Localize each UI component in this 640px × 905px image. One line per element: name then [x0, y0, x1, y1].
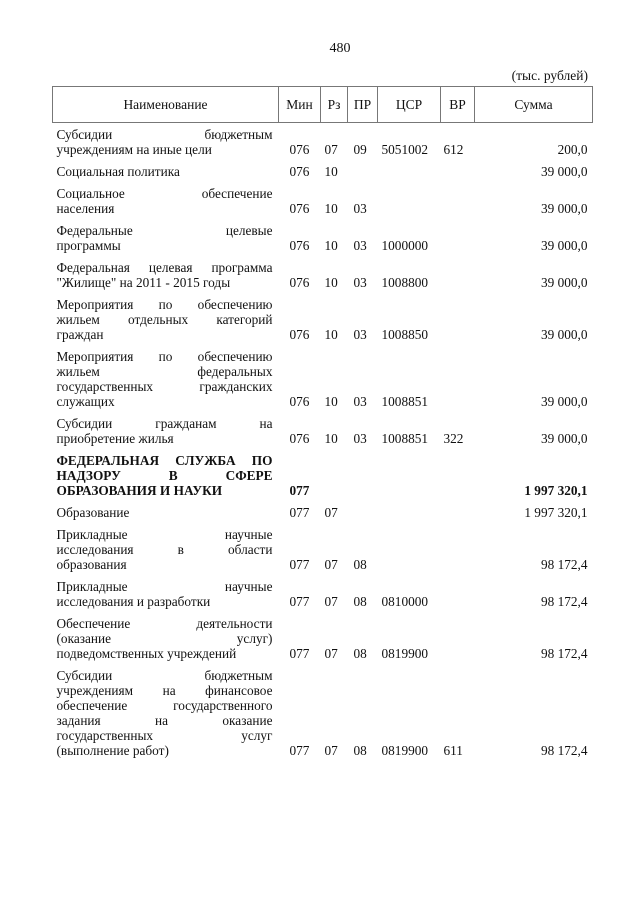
page-number: 480	[329, 41, 351, 56]
cell-sum: 98 172,4	[540, 557, 588, 572]
cell-pr: 08	[353, 743, 367, 758]
table-body	[53, 123, 593, 761]
cell-sum: 98 172,4	[540, 743, 588, 758]
cell-vr: 611	[443, 743, 463, 758]
cell-name-line: государственных услуг	[56, 728, 273, 743]
cell-csr: 0810000	[381, 594, 429, 609]
cell-csr	[378, 500, 441, 522]
cell-name-line: Социальное обеспечение	[56, 186, 273, 201]
cell-rz: 10	[324, 327, 338, 342]
cell-name	[53, 411, 279, 448]
table-row	[53, 448, 593, 500]
cell-pr: 08	[353, 594, 367, 609]
cell-pr: 03	[353, 201, 367, 216]
cell-name-line: "Жилище" на 2011 - 2015 годы	[56, 275, 231, 290]
cell-name-line: Социальная политика	[56, 164, 180, 179]
cell-csr	[378, 448, 441, 500]
cell-sum: 1 997 320,1	[524, 505, 588, 520]
cell-name-line: (оказание услуг)	[56, 631, 273, 646]
cell-csr: 1008800	[381, 275, 429, 290]
cell-min: 076	[289, 201, 310, 216]
cell-rz: 07	[324, 743, 338, 758]
cell-name-line: Мероприятия по обеспечению	[56, 349, 273, 364]
cell-name-line: (выполнение работ)	[56, 743, 169, 758]
table-row	[53, 663, 593, 760]
cell-pr: 03	[353, 327, 367, 342]
cell-sum: 98 172,4	[540, 646, 588, 661]
cell-min: 076	[289, 142, 310, 157]
table-row	[53, 255, 593, 292]
header-name: Наименование	[53, 87, 279, 123]
cell-pr: 03	[353, 275, 367, 290]
cell-csr: 1008851	[381, 431, 429, 446]
cell-name-line: Субсидии бюджетным	[56, 127, 273, 142]
header-vr: ВР	[441, 87, 475, 123]
cell-sum: 39 000,0	[540, 201, 588, 216]
cell-name-line: обеспечение государственного	[56, 698, 273, 713]
table-row	[53, 218, 593, 255]
cell-sum: 39 000,0	[540, 394, 588, 409]
cell-name	[53, 522, 279, 574]
cell-min: 077	[289, 743, 310, 758]
cell-name-line: жильем федеральных	[56, 364, 273, 379]
cell-min: 076	[289, 431, 310, 446]
cell-name-line: учреждениям на финансовое	[56, 683, 273, 698]
cell-pr: 08	[353, 557, 367, 572]
cell-csr: 0819900	[381, 646, 429, 661]
table-header-row	[53, 87, 593, 123]
cell-name	[53, 123, 279, 160]
cell-min: 077	[289, 505, 310, 520]
cell-csr: 1008851	[381, 394, 429, 409]
cell-name	[53, 574, 279, 611]
cell-vr	[441, 218, 475, 255]
cell-sum: 39 000,0	[540, 327, 588, 342]
cell-rz: 07	[324, 594, 338, 609]
cell-name	[53, 448, 279, 500]
cell-pr: 03	[353, 238, 367, 253]
cell-sum: 39 000,0	[540, 275, 588, 290]
cell-min: 076	[289, 164, 310, 179]
table-row	[53, 574, 593, 611]
cell-sum: 39 000,0	[540, 238, 588, 253]
cell-vr	[441, 522, 475, 574]
cell-name-line: государственных гражданских	[56, 379, 273, 394]
cell-name-line: Образование	[56, 505, 130, 520]
header-min: Мин	[279, 87, 321, 123]
cell-name-line: исследования в области	[56, 542, 273, 557]
cell-min: 076	[289, 327, 310, 342]
header-pr: ПР	[348, 87, 378, 123]
cell-vr: 322	[443, 431, 464, 446]
cell-rz: 10	[324, 201, 338, 216]
cell-name-line: приобретение жилья	[56, 431, 174, 446]
cell-sum: 39 000,0	[540, 164, 588, 179]
cell-name-line: учреждениям на иные цели	[56, 142, 212, 157]
cell-csr	[378, 181, 441, 218]
cell-name-line: Субсидии бюджетным	[56, 668, 273, 683]
cell-name-line: Прикладные научные	[56, 527, 273, 542]
table-row	[53, 344, 593, 411]
table-row	[53, 500, 593, 522]
table-row	[53, 522, 593, 574]
units-label: (тыс. рублей)	[511, 68, 588, 83]
cell-name	[53, 611, 279, 663]
header-rz: Рз	[321, 87, 348, 123]
cell-csr	[378, 522, 441, 574]
table-row	[53, 411, 593, 448]
cell-rz: 10	[324, 164, 338, 179]
cell-rz: 07	[324, 505, 338, 520]
cell-csr: 1000000	[381, 238, 429, 253]
cell-rz: 10	[324, 275, 338, 290]
cell-vr	[441, 255, 475, 292]
cell-vr	[441, 344, 475, 411]
cell-vr	[441, 448, 475, 500]
cell-name-line: ОБРАЗОВАНИЯ И НАУКИ	[56, 483, 223, 498]
cell-name-line: служащих	[56, 394, 115, 409]
cell-name-line: образования	[56, 557, 127, 572]
cell-name-line: НАДЗОРУ В СФЕРЕ	[56, 468, 273, 483]
cell-pr	[348, 448, 378, 500]
cell-pr	[348, 500, 378, 522]
cell-name-line: исследования и разработки	[56, 594, 211, 609]
cell-vr	[441, 292, 475, 344]
cell-name-line: граждан	[56, 327, 104, 342]
cell-name	[53, 255, 279, 292]
cell-vr	[441, 159, 475, 181]
cell-name-line: Обеспечение деятельности	[56, 616, 273, 631]
cell-min: 077	[289, 557, 310, 572]
cell-name-line: населения	[56, 201, 115, 216]
cell-name-line: задания на оказание	[56, 713, 273, 728]
table-row	[53, 159, 593, 181]
cell-rz: 07	[324, 646, 338, 661]
cell-pr: 03	[353, 394, 367, 409]
table-row	[53, 292, 593, 344]
cell-min: 076	[289, 238, 310, 253]
cell-name	[53, 181, 279, 218]
cell-name-line: Прикладные научные	[56, 579, 273, 594]
cell-min: 077	[289, 483, 310, 498]
cell-name-line: ФЕДЕРАЛЬНАЯ СЛУЖБА ПО	[56, 453, 273, 468]
budget-table	[52, 86, 593, 760]
cell-sum: 98 172,4	[540, 594, 588, 609]
cell-vr: 612	[443, 142, 464, 157]
cell-pr: 09	[353, 142, 367, 157]
table-row	[53, 611, 593, 663]
cell-min: 076	[289, 394, 310, 409]
cell-csr: 5051002	[381, 142, 429, 157]
cell-name	[53, 500, 279, 522]
cell-name	[53, 292, 279, 344]
table-row	[53, 181, 593, 218]
cell-sum: 39 000,0	[540, 431, 588, 446]
cell-csr: 0819900	[381, 743, 429, 758]
cell-name	[53, 218, 279, 255]
table-row	[53, 123, 593, 160]
cell-min: 076	[289, 275, 310, 290]
cell-sum: 1 997 320,1	[524, 483, 588, 498]
cell-min: 077	[289, 646, 310, 661]
cell-pr: 08	[353, 646, 367, 661]
header-sum: Сумма	[475, 87, 593, 123]
cell-name	[53, 159, 279, 181]
cell-name-line: Мероприятия по обеспечению	[56, 297, 273, 312]
cell-rz: 10	[324, 394, 338, 409]
cell-name-line: программы	[56, 238, 121, 253]
cell-name-line: жильем отдельных категорий	[56, 312, 273, 327]
cell-sum: 200,0	[557, 142, 588, 157]
cell-csr: 1008850	[381, 327, 429, 342]
cell-vr	[441, 574, 475, 611]
cell-rz: 07	[324, 142, 338, 157]
cell-name	[53, 344, 279, 411]
cell-name-line: Федеральная целевая программа	[56, 260, 273, 275]
cell-pr: 03	[353, 431, 367, 446]
cell-name-line: Федеральные целевые	[56, 223, 273, 238]
cell-vr	[441, 500, 475, 522]
cell-rz: 10	[324, 431, 338, 446]
cell-vr	[441, 611, 475, 663]
cell-name	[53, 663, 279, 760]
cell-name-line: Субсидии гражданам на	[56, 416, 273, 431]
cell-rz: 10	[324, 238, 338, 253]
cell-name-line: подведомственных учреждений	[56, 646, 237, 661]
cell-rz: 07	[324, 557, 338, 572]
header-csr: ЦСР	[378, 87, 441, 123]
cell-csr	[378, 159, 441, 181]
cell-min: 077	[289, 594, 310, 609]
cell-rz	[321, 448, 348, 500]
cell-pr	[348, 159, 378, 181]
cell-vr	[441, 181, 475, 218]
